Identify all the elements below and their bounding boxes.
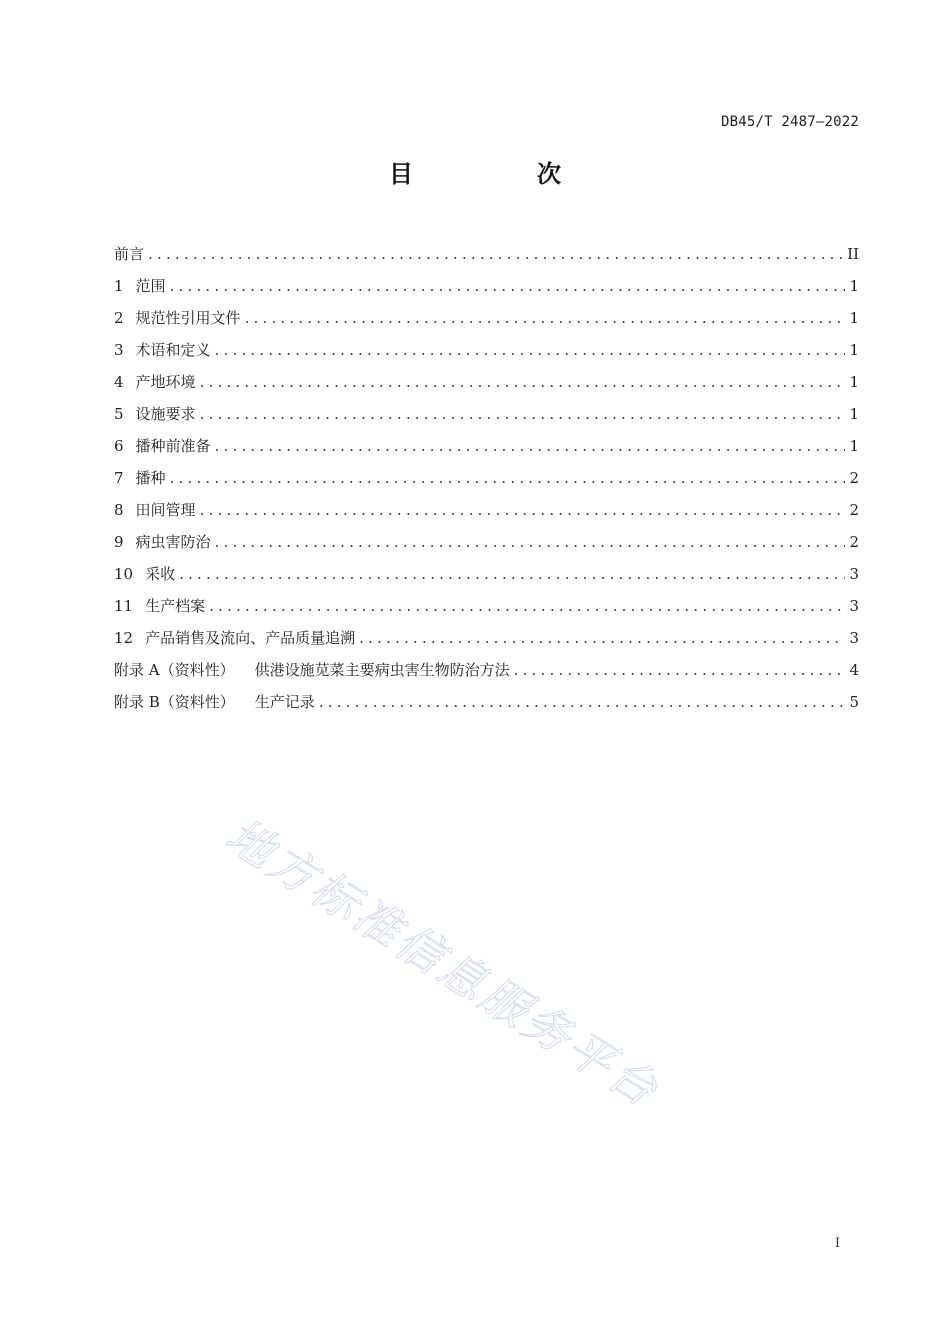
toc-entry[interactable] bbox=[114, 622, 859, 654]
toc-entry-label: 生产档案 bbox=[145, 597, 206, 615]
toc-entry-number: 2 bbox=[114, 309, 124, 327]
toc-entry-page: 5 bbox=[849, 693, 859, 711]
toc-entry-label: 播种前准备 bbox=[135, 437, 211, 455]
toc-entry[interactable] bbox=[114, 462, 859, 494]
toc-entry-page: 1 bbox=[849, 309, 859, 327]
toc-entry[interactable] bbox=[114, 334, 859, 366]
table-of-contents bbox=[114, 238, 859, 718]
toc-entry-label: 病虫害防治 bbox=[135, 533, 211, 551]
document-code: DB45/T 2487—2022 bbox=[720, 114, 859, 130]
toc-entry[interactable] bbox=[114, 686, 859, 718]
toc-leader-dots bbox=[200, 366, 845, 398]
toc-entry-page: 1 bbox=[849, 373, 859, 391]
toc-entry[interactable] bbox=[114, 430, 859, 462]
toc-entry-page: II bbox=[847, 245, 859, 263]
toc-entry[interactable] bbox=[114, 398, 859, 430]
page-number: I bbox=[834, 1236, 840, 1251]
toc-leader-dots bbox=[170, 270, 845, 302]
toc-leader-dots bbox=[215, 334, 845, 366]
toc-entry[interactable] bbox=[114, 238, 859, 270]
toc-entry-number: 附录 B（资料性） bbox=[114, 693, 235, 711]
toc-entry-number: 附录 A（资料性） bbox=[114, 661, 235, 679]
toc-entry-label: 范围 bbox=[135, 277, 166, 295]
toc-entry-label: 田间管理 bbox=[135, 501, 196, 519]
toc-entry-page: 3 bbox=[849, 597, 859, 615]
toc-entry-label: 播种 bbox=[135, 469, 166, 487]
toc-entry-label: 术语和定义 bbox=[135, 341, 211, 359]
toc-entry-page: 3 bbox=[849, 629, 859, 647]
toc-entry-label: 产地环境 bbox=[135, 373, 196, 391]
toc-leader-dots bbox=[179, 558, 845, 590]
toc-entry-number: 10 bbox=[114, 565, 134, 583]
toc-entry-number: 4 bbox=[114, 373, 124, 391]
toc-entry-page: 1 bbox=[849, 437, 859, 455]
toc-entry-page: 2 bbox=[849, 501, 859, 519]
toc-entry-label: 供港设施苋菜主要病虫害生物防治方法 bbox=[254, 661, 510, 679]
toc-entry-page: 2 bbox=[849, 469, 859, 487]
toc-entry-page: 3 bbox=[849, 565, 859, 583]
toc-entry-page: 4 bbox=[849, 661, 859, 679]
toc-title: 目 次 bbox=[389, 160, 611, 188]
toc-entry-number: 8 bbox=[114, 501, 124, 519]
toc-leader-dots bbox=[215, 430, 845, 462]
toc-entry-number: 3 bbox=[114, 341, 124, 359]
toc-entry-number: 11 bbox=[114, 597, 134, 615]
toc-leader-dots bbox=[514, 654, 845, 686]
toc-entry-label: 规范性引用文件 bbox=[135, 309, 241, 327]
toc-leader-dots bbox=[148, 238, 843, 270]
toc-leader-dots bbox=[319, 686, 845, 718]
toc-entry[interactable] bbox=[114, 494, 859, 526]
toc-entry-page: 1 bbox=[849, 277, 859, 295]
toc-entry[interactable] bbox=[114, 558, 859, 590]
toc-entry[interactable] bbox=[114, 270, 859, 302]
toc-leader-dots bbox=[200, 494, 845, 526]
toc-entry[interactable] bbox=[114, 302, 859, 334]
toc-entry-number: 6 bbox=[114, 437, 124, 455]
toc-entry-label: 生产记录 bbox=[254, 693, 315, 711]
toc-entry-page: 1 bbox=[849, 341, 859, 359]
toc-leader-dots bbox=[209, 590, 845, 622]
toc-entry-page: 2 bbox=[849, 533, 859, 551]
toc-leader-dots bbox=[215, 526, 845, 558]
toc-leader-dots bbox=[170, 462, 845, 494]
toc-entry-label: 设施要求 bbox=[135, 405, 196, 423]
toc-entry-page: 1 bbox=[849, 405, 859, 423]
toc-entry-number: 5 bbox=[114, 405, 124, 423]
watermark: 地方标准信息服务平台 bbox=[216, 807, 670, 1119]
toc-entry[interactable] bbox=[114, 366, 859, 398]
toc-entry-label: 采收 bbox=[145, 565, 176, 583]
toc-entry-number: 1 bbox=[114, 277, 124, 295]
toc-entry[interactable] bbox=[114, 590, 859, 622]
toc-entry-label: 产品销售及流向、产品质量追溯 bbox=[145, 629, 356, 647]
toc-entry-label: 前言 bbox=[114, 245, 145, 263]
toc-leader-dots bbox=[359, 622, 845, 654]
toc-entry[interactable] bbox=[114, 654, 859, 686]
toc-entry[interactable] bbox=[114, 526, 859, 558]
toc-entry-number: 9 bbox=[114, 533, 124, 551]
toc-leader-dots bbox=[200, 398, 845, 430]
toc-leader-dots bbox=[245, 302, 845, 334]
toc-entry-number: 12 bbox=[114, 629, 134, 647]
toc-entry-number: 7 bbox=[114, 469, 124, 487]
